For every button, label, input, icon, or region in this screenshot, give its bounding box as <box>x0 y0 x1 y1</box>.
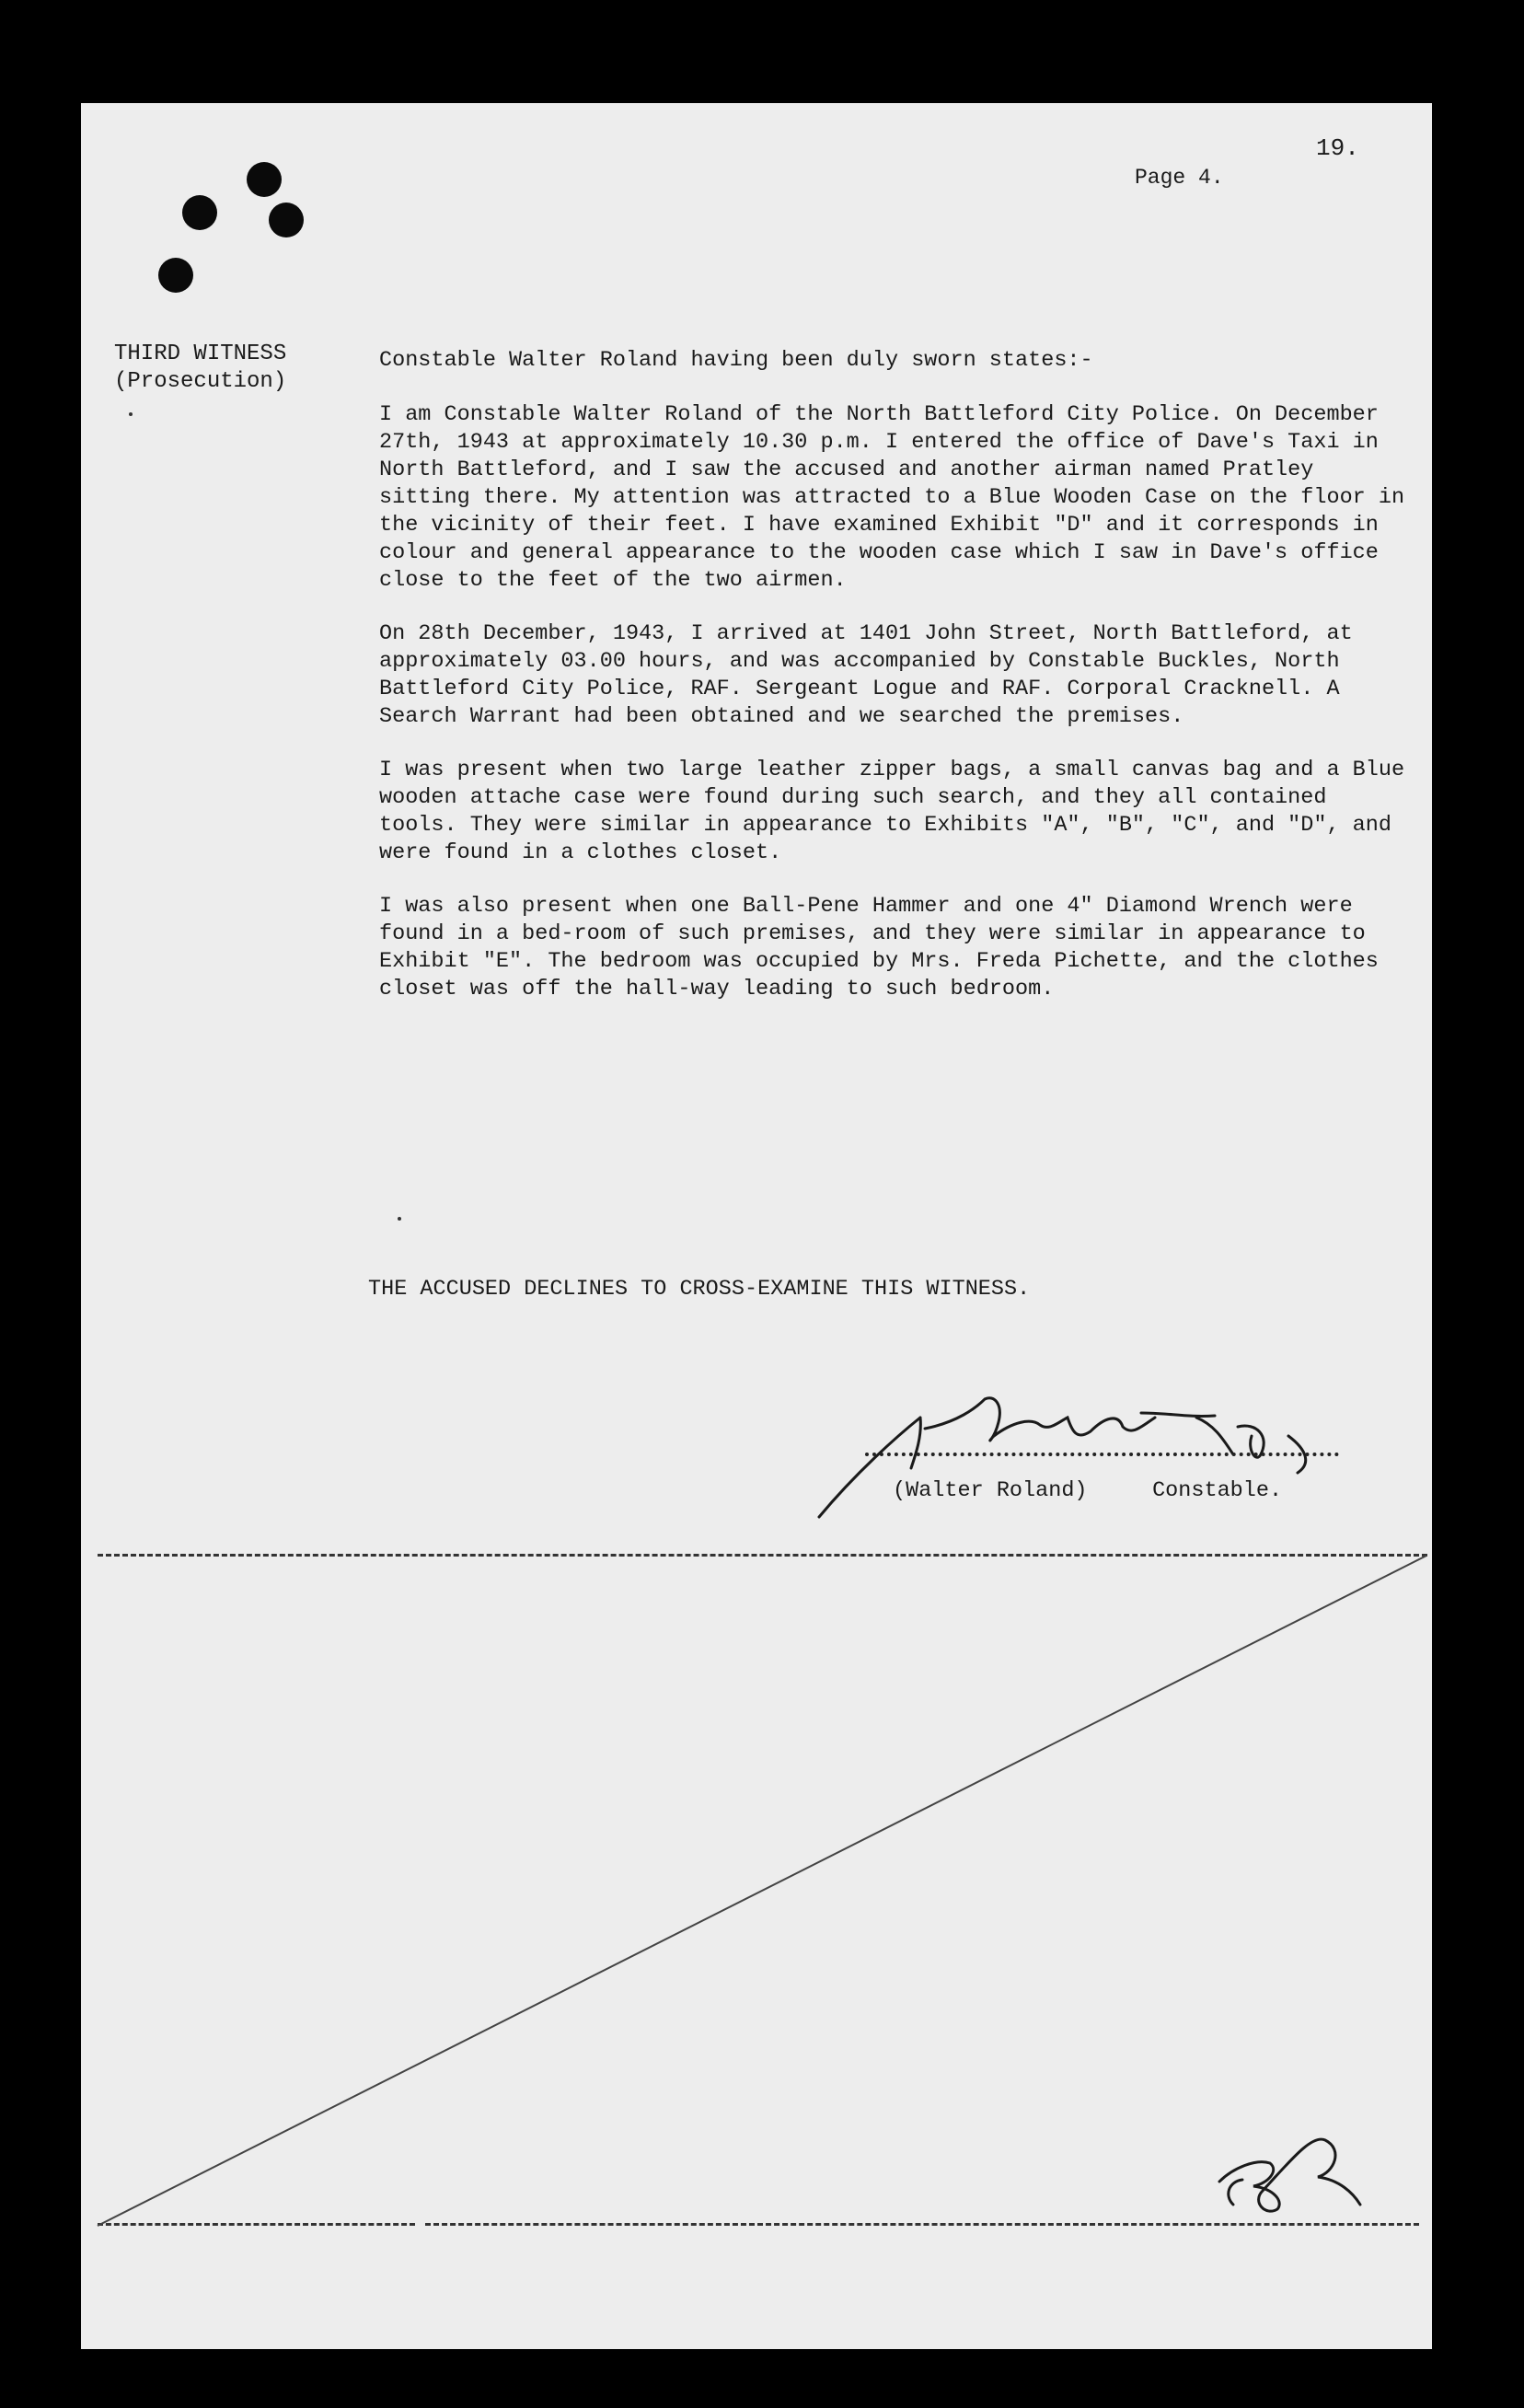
testimony-paragraph: On 28th December, 1943, I arrived at 1401 John Street, North Battleford, at approximately 03.00 hours, and was accompanied by Constable Buckles, North Battleford City Police, RAF. Sergeant Logue and RAF. Corporal Cracknell. A Search Warrant had been obtained and we searched the premises. <box>379 621 1353 729</box>
declines-statement: THE ACCUSED DECLINES TO CROSS-EXAMINE THIS WITNESS. <box>368 1277 1031 1302</box>
witness-label-line2: (Prosecution) <box>114 369 287 394</box>
testimony-intro: Constable Walter Roland having been duly sworn states:- <box>379 348 1093 373</box>
page-label: Page 4. <box>1135 166 1224 190</box>
page-number: 19. <box>1316 134 1359 162</box>
testimony-paragraph: I am Constable Walter Roland of the North Battleford City Police. On December 27th, 1943 at approximately 10.30 p.m. I entered the office of Dave's Taxi in North Battleford, and I saw the accused and another airman named Pratley sitting there. My attention was attracted to a Blue Wooden Case on the floor in the vicinity of their feet. I have examined Exhibit "D" and it corresponds in colour and general appearance to the wooden case which I saw in Dave's office close to the feet of the two airmen. <box>379 402 1405 593</box>
testimony-paragraph: I was present when two large leather zipper bags, a small canvas bag and a Blue wooden attache case were found during such search, and they all contained tools. They were similar in appearance to Exhibits "A", "B", "C", and "D", and were found in a clothes closet. <box>379 758 1405 865</box>
testimony-paragraph: I was also present when one Ball-Pene Hammer and one 4" Diamond Wrench were found in a bed-room of such premises, and they were similar in appearance to Exhibit "E". The bedroom was occupied by Mrs. Freda Pichette, and the clothes closet was off the hall-way leading to such bedroom. <box>379 894 1379 1001</box>
witness-label-line1: THIRD WITNESS <box>114 342 287 366</box>
signatory-title: Constable. <box>1152 1478 1283 1503</box>
signatory-name: (Walter Roland) <box>893 1478 1088 1503</box>
